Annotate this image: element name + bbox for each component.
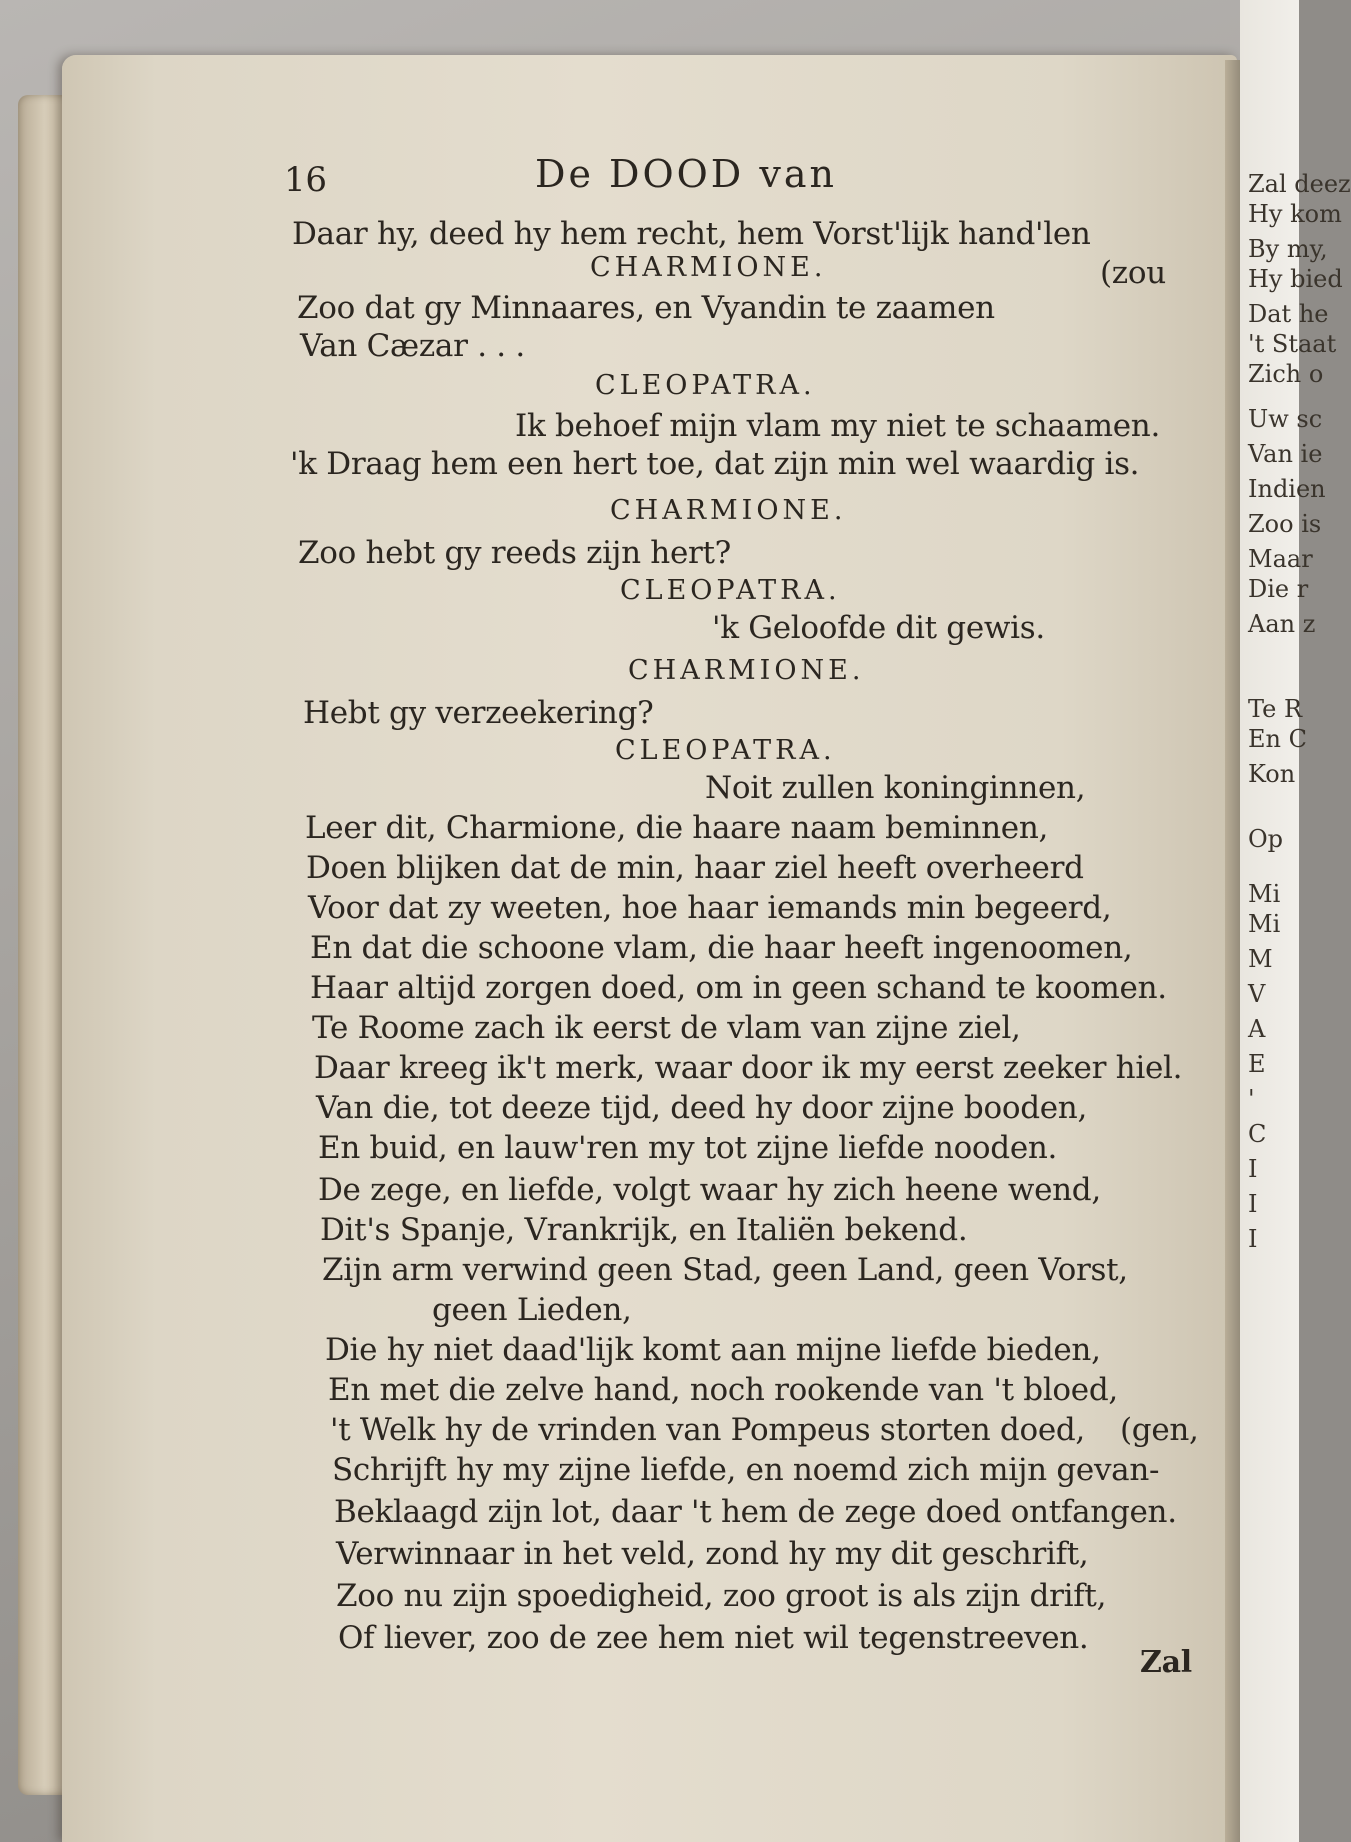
facing-page-fragment: E bbox=[1248, 1050, 1266, 1078]
page-number: 16 bbox=[284, 160, 327, 200]
verse-line: Doen blijken dat de min, haar ziel heeft overheerd bbox=[306, 850, 1084, 886]
verse-line: Zoo nu zijn spoedigheid, zoo groot is als zijn drift, bbox=[336, 1578, 1107, 1614]
facing-page-fragment: En C bbox=[1248, 725, 1307, 753]
facing-page-fragment: Dat he bbox=[1248, 300, 1329, 328]
facing-page-fragment: Mi bbox=[1248, 880, 1281, 908]
running-head: De DOOD van bbox=[535, 152, 837, 196]
facing-page-fragment: C bbox=[1248, 1120, 1267, 1148]
facing-page-fragment: I bbox=[1248, 1155, 1258, 1183]
verse-line: (gen, bbox=[1120, 1412, 1199, 1448]
verse-line: Schrijft hy my zijne liefde, en noemd zich mijn gevan- bbox=[332, 1452, 1160, 1488]
speaker-name: CHARMIONE. bbox=[590, 252, 827, 283]
facing-page-fragment: Kon bbox=[1248, 760, 1296, 788]
facing-page-fragment: Te R bbox=[1248, 695, 1303, 723]
verse-line: Zoo hebt gy reeds zijn hert? bbox=[298, 535, 732, 571]
facing-page-fragment: A bbox=[1248, 1015, 1266, 1043]
verse-line: Of liever, zoo de zee hem niet wil tegenstreeven. bbox=[338, 1620, 1089, 1656]
facing-page-fragment: Hy kom bbox=[1248, 200, 1342, 228]
speaker-name: CLEOPATRA. bbox=[595, 370, 816, 401]
speaker-name: CLEOPATRA. bbox=[615, 735, 836, 766]
verse-line: En dat die schoone vlam, die haar heeft ingenoomen, bbox=[310, 930, 1133, 966]
verse-line: En buid, en lauw'ren my tot zijne liefde nooden. bbox=[318, 1130, 1058, 1166]
verse-line: (zou bbox=[1100, 255, 1166, 291]
facing-page-fragment: ' bbox=[1248, 1085, 1255, 1113]
facing-page-fragment: V bbox=[1248, 980, 1266, 1008]
verse-line: Voor dat zy weeten, hoe haar iemands min begeerd, bbox=[308, 890, 1112, 926]
verse-line: Hebt gy verzeekering? bbox=[303, 695, 654, 731]
verse-line: 't Welk hy de vrinden van Pompeus storten doed, bbox=[330, 1412, 1085, 1448]
verse-line: Van die, tot deeze tijd, deed hy door zijne booden, bbox=[316, 1090, 1088, 1126]
facing-page-fragment: Aan z bbox=[1248, 610, 1316, 638]
verse-line: En met die zelve hand, noch rookende van 't bloed, bbox=[328, 1372, 1118, 1408]
verse-line: Noit zullen koninginnen, bbox=[705, 770, 1086, 806]
verse-line: geen Lieden, bbox=[432, 1292, 632, 1328]
speaker-name: CLEOPATRA. bbox=[620, 575, 841, 606]
verse-line: 'k Geloofde dit gewis. bbox=[712, 610, 1045, 646]
verse-line: Beklaagd zijn lot, daar 't hem de zege doed ontfangen. bbox=[334, 1494, 1177, 1530]
facing-page-fragment: Zal deez bbox=[1248, 170, 1351, 198]
verse-line: Haar altijd zorgen doed, om in geen schand te koomen. bbox=[310, 970, 1167, 1006]
verse-line: Die hy niet daad'lijk komt aan mijne liefde bieden, bbox=[325, 1332, 1101, 1368]
speaker-name: CHARMIONE. bbox=[628, 655, 865, 686]
verse-line: 'k Draag hem een hert toe, dat zijn min wel waardig is. bbox=[290, 446, 1140, 482]
facing-page-fragment: Op bbox=[1248, 825, 1284, 853]
verse-line: Te Roome zach ik eerst de vlam van zijne ziel, bbox=[312, 1010, 1021, 1046]
facing-page-fragment: Zoo is bbox=[1248, 510, 1322, 538]
facing-page-fragment: Die r bbox=[1248, 575, 1309, 603]
facing-page bbox=[1240, 0, 1351, 1842]
speaker-name: CHARMIONE. bbox=[610, 495, 847, 526]
facing-page-fragment: Hy bied bbox=[1248, 265, 1343, 293]
facing-page-fragment: Mi bbox=[1248, 910, 1281, 938]
verse-line: Verwinnaar in het veld, zond hy my dit geschrift, bbox=[336, 1536, 1089, 1572]
facing-page-fragment: Zich o bbox=[1248, 360, 1324, 388]
verse-line: Leer dit, Charmione, die haare naam beminnen, bbox=[305, 810, 1049, 846]
facing-page-fragment: I bbox=[1248, 1225, 1258, 1253]
facing-page-fragment: M bbox=[1248, 945, 1273, 973]
facing-page-fragment: By my, bbox=[1248, 235, 1328, 263]
facing-page-fragment: I bbox=[1248, 1190, 1258, 1218]
facing-page-fragment: Uw sc bbox=[1248, 405, 1323, 433]
verse-line: Ik behoef mijn vlam my niet te schaamen. bbox=[515, 408, 1160, 444]
verse-line: Van Cæzar . . . bbox=[300, 328, 525, 364]
facing-page-fragment: Indien bbox=[1248, 475, 1326, 503]
catchword: Zal bbox=[1140, 1645, 1192, 1680]
facing-page-fragment: Maar bbox=[1248, 545, 1313, 573]
verse-line: De zege, en liefde, volgt waar hy zich heene wend, bbox=[318, 1172, 1101, 1208]
verse-line: Zijn arm verwind geen Stad, geen Land, geen Vorst, bbox=[322, 1252, 1128, 1288]
verse-line: Zoo dat gy Minnaares, en Vyandin te zaamen bbox=[297, 290, 995, 326]
verse-line: Daar kreeg ik't merk, waar door ik my eerst zeeker hiel. bbox=[314, 1050, 1183, 1086]
verse-line: Dit's Spanje, Vrankrijk, en Italiën bekend. bbox=[320, 1212, 968, 1248]
facing-page-fragment: 't Staat bbox=[1248, 330, 1337, 358]
facing-page-fragment: Van ie bbox=[1248, 440, 1323, 468]
verse-line: Daar hy, deed hy hem recht, hem Vorst'lijk hand'len bbox=[292, 216, 1091, 252]
